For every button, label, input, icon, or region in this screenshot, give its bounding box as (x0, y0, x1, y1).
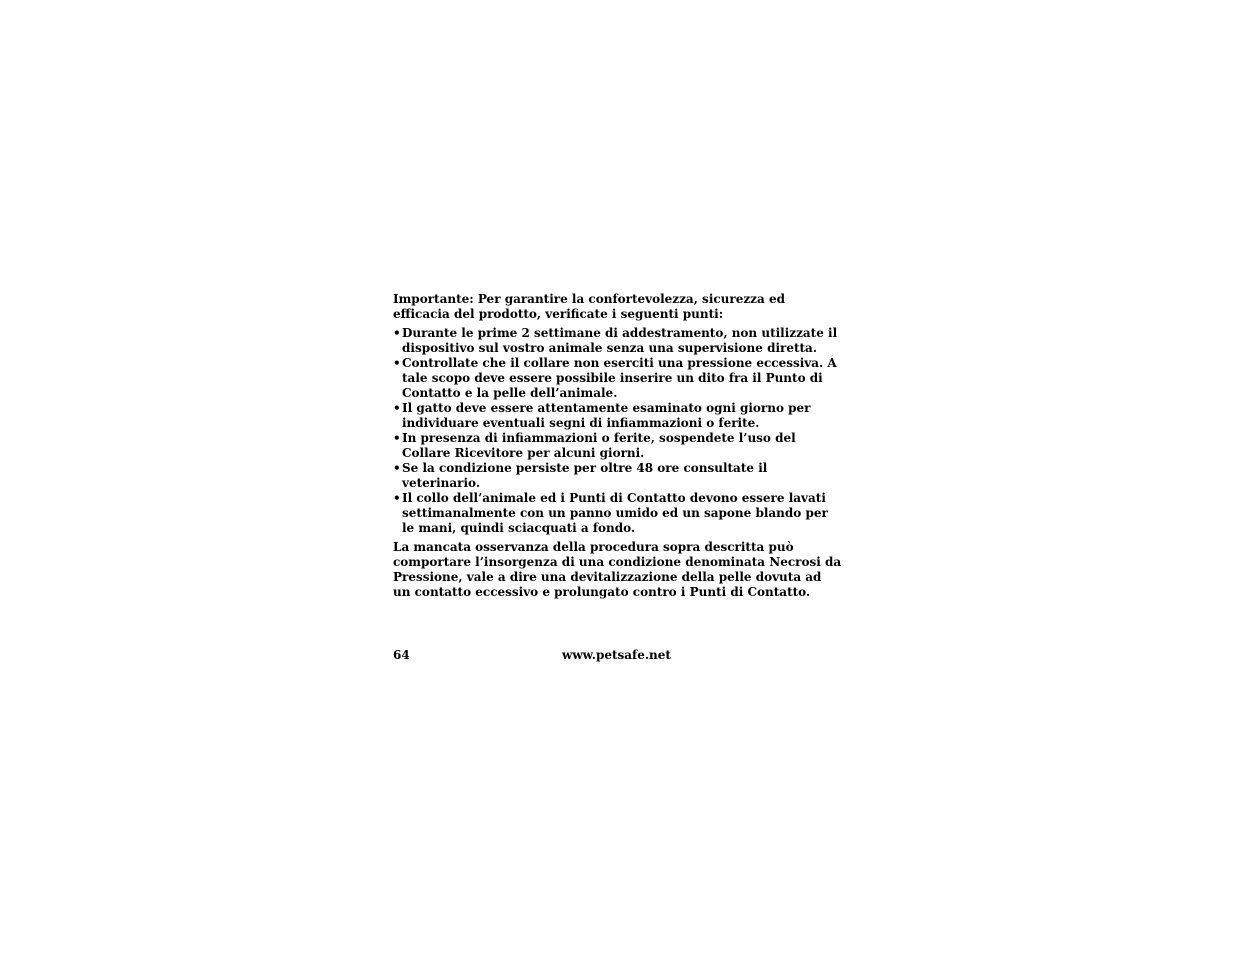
list-item (393, 401, 843, 431)
list-item-text: Controllate che il collare non eserciti una pressione eccessiva. A tale scopo deve essere possibile inserire un dito fra il Punto di Contatto e la pelle dell’animale. (402, 356, 837, 400)
list-item (393, 431, 843, 461)
page-number: 64 (393, 648, 410, 662)
intro-paragraph: Importante: Per garantire la confortevolezza, sicurezza ed efficacia del prodotto, verificate i seguenti punti: (393, 292, 785, 321)
list-item-text: Il gatto deve essere attentamente esaminato ogni giorno per individuare eventuali segni di infiammazioni o ferite. (402, 401, 811, 430)
list-item (393, 326, 843, 356)
list-item-text: In presenza di infiammazioni o ferite, sospendete l’uso del Collare Ricevitore per alcuni giorni. (402, 431, 796, 460)
closing-paragraph: La mancata osservanza della procedura sopra descritta può comportare l’insorgenza di una condizione denominata Necrosi da Pressione, vale a dire una devitalizzazione della pelle dovuta ad un contatto eccessivo e prolungato contro i Punti di Contatto. (393, 540, 842, 599)
bullet-mark: • (393, 356, 401, 370)
website-url: www.petsafe.net (562, 648, 671, 662)
bullet-mark: • (393, 326, 401, 340)
list-item-text: Durante le prime 2 settimane di addestramento, non utilizzate il dispositivo sul vostro animale senza una supervisione diretta. (402, 326, 838, 355)
list-item-text: Il collo dell’animale ed i Punti di Contatto devono essere lavati settimanalmente con un panno umido ed un sapone blando per le mani, quindi sciacquati a fondo. (402, 491, 828, 535)
bullet-mark: • (393, 491, 401, 505)
bullet-mark: • (393, 461, 401, 475)
instruction-list (393, 326, 843, 536)
list-item (393, 491, 843, 536)
page-footer (393, 647, 843, 663)
list-item-text: Se la condizione persiste per oltre 48 ore consultate il veterinario. (402, 461, 768, 490)
bullet-mark: • (393, 431, 401, 445)
bullet-mark: • (393, 401, 401, 415)
list-item (393, 461, 843, 491)
page-content (393, 292, 843, 600)
list-item (393, 356, 843, 401)
